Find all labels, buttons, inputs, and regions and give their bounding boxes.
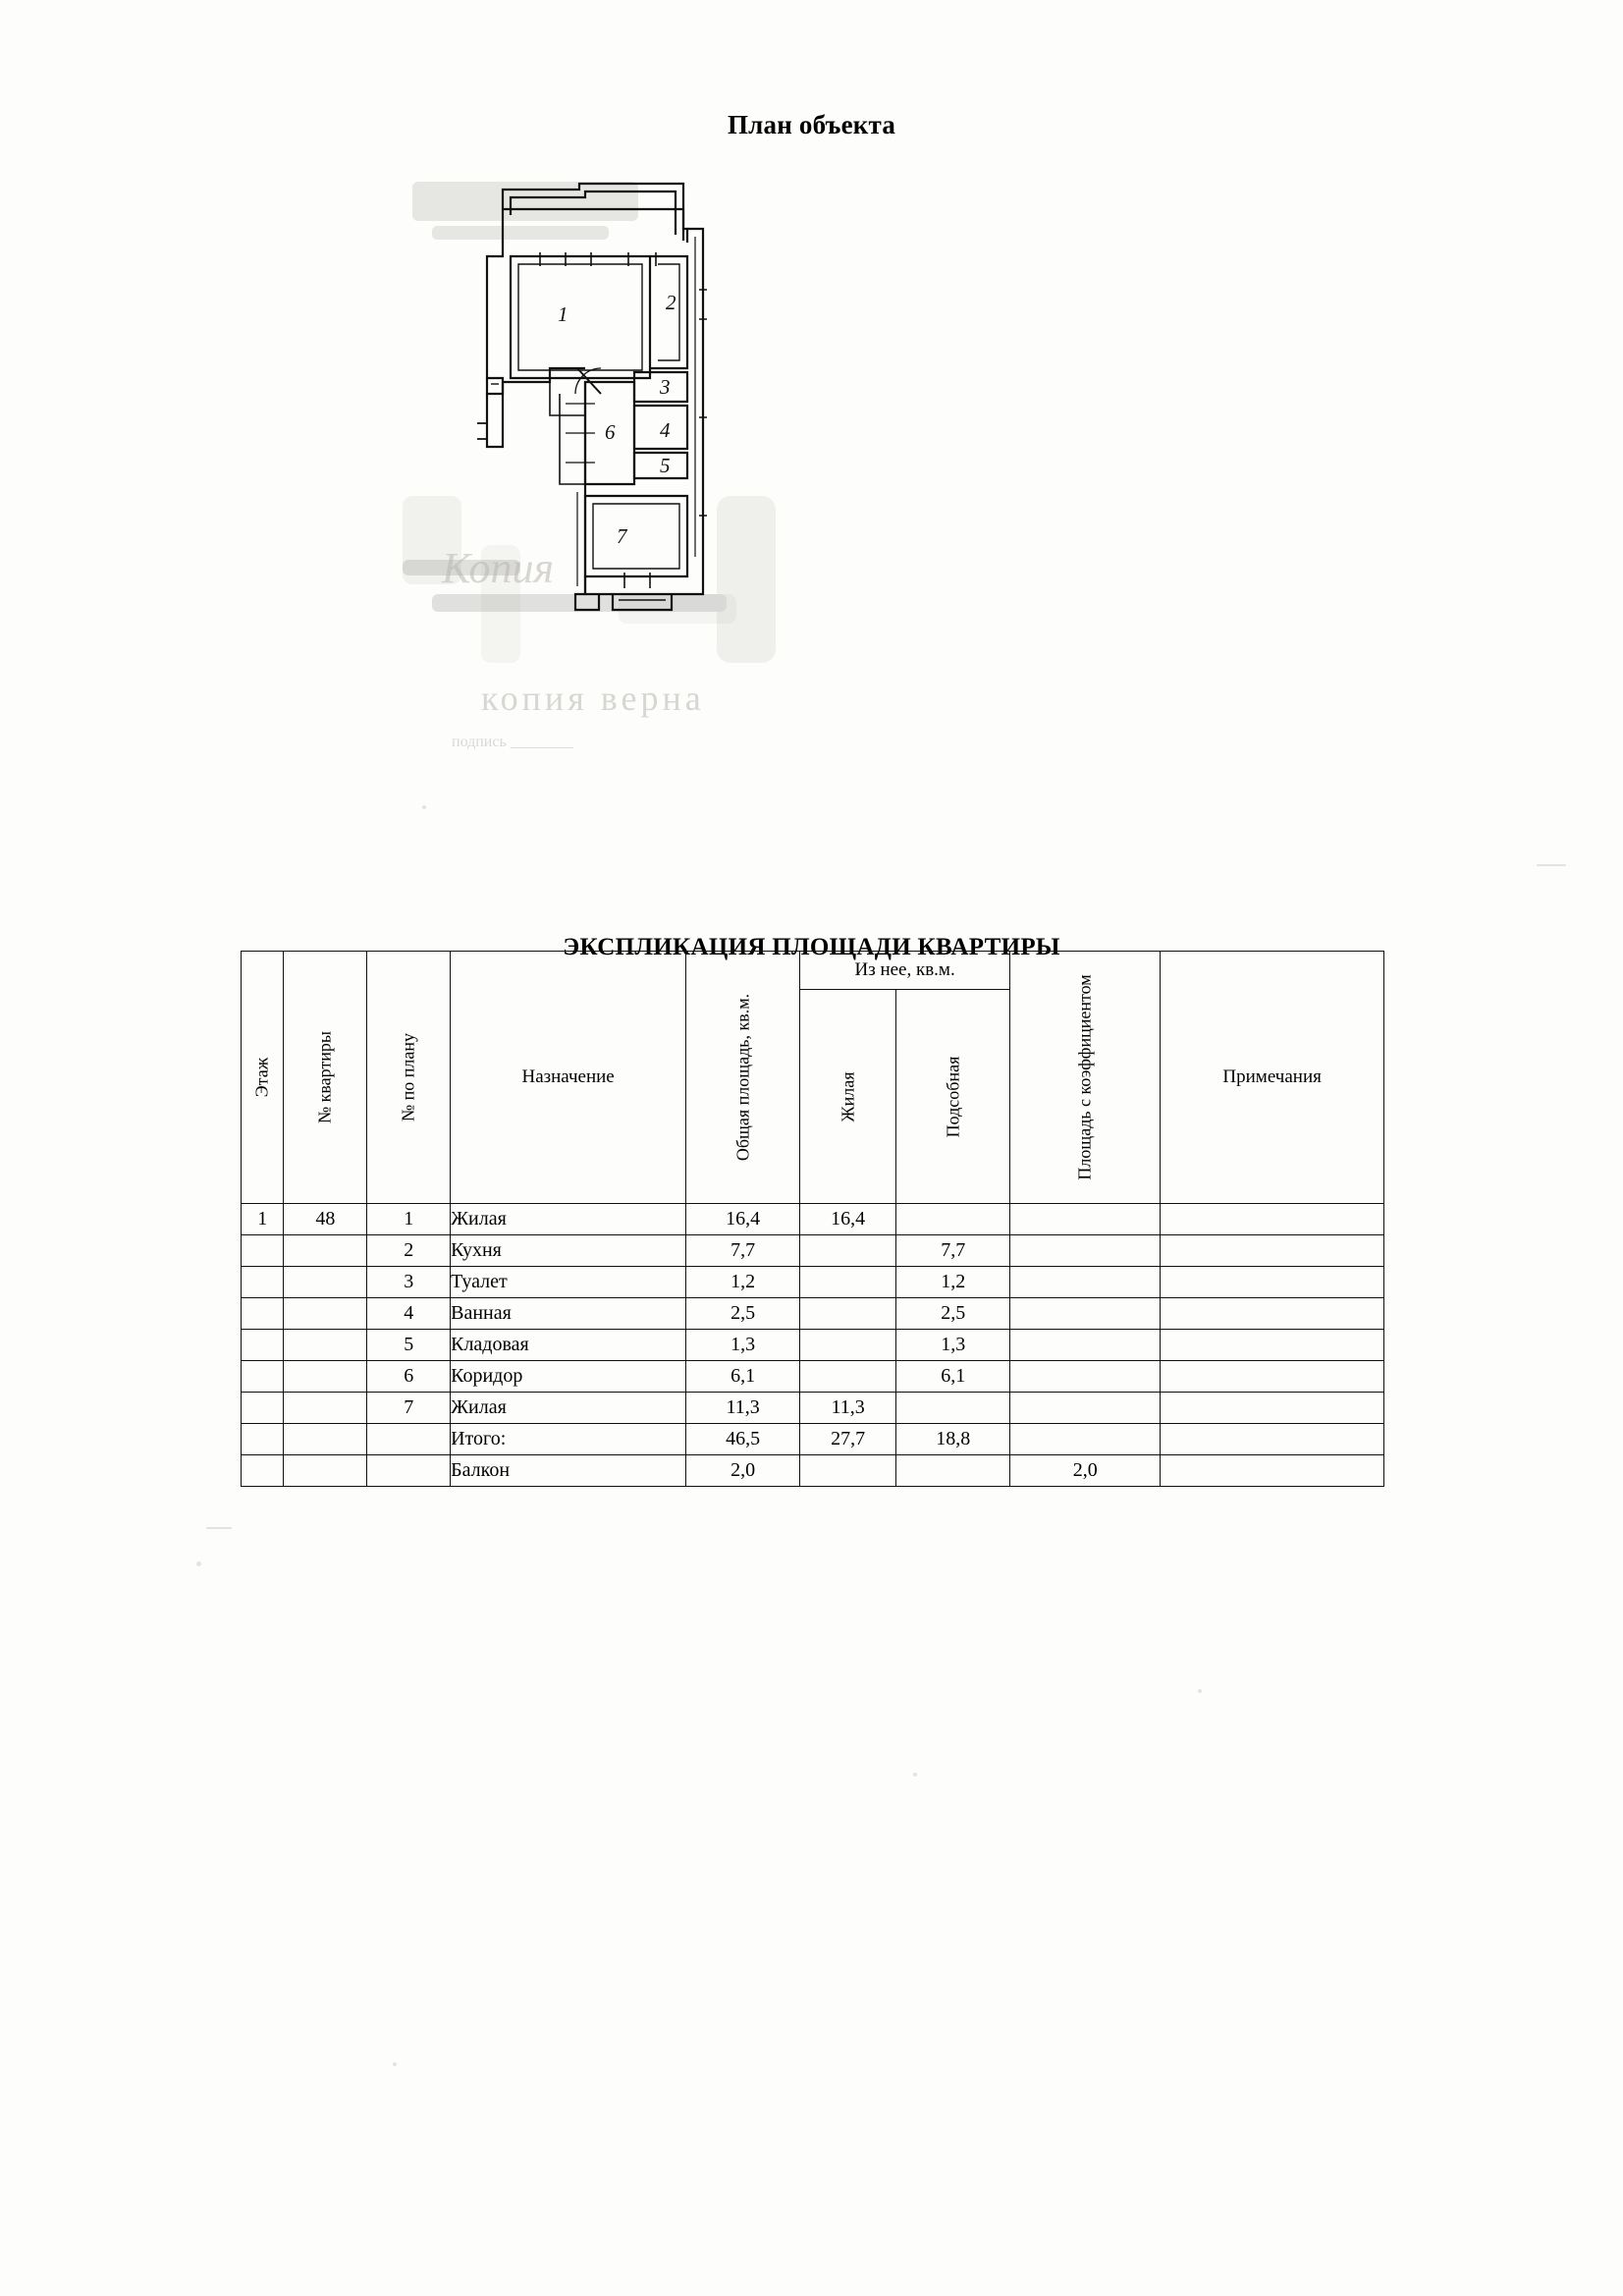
table-row <box>242 1361 1384 1393</box>
table-title: ЭКСПЛИКАЦИЯ ПЛОЩАДИ КВАРТИРЫ <box>563 933 1060 960</box>
header-group-of-which: Из нее, кв.м. <box>800 952 1010 990</box>
cell-area-with-coefficient <box>1010 1330 1161 1361</box>
cell-apartment-no: 48 <box>284 1204 367 1235</box>
cell-living <box>800 1361 896 1393</box>
cell-notes <box>1161 1235 1384 1267</box>
cell-plan-no: 5 <box>367 1330 451 1361</box>
cell-auxiliary: 7,7 <box>896 1235 1010 1267</box>
room-label-2: 2 <box>666 291 676 314</box>
cell-total-area: 46,5 <box>686 1424 800 1455</box>
cell-total-area: 1,2 <box>686 1267 800 1298</box>
page-title: План объекта <box>727 110 896 140</box>
cell-apartment-no <box>284 1330 367 1361</box>
cell-total-area: 6,1 <box>686 1361 800 1393</box>
cell-total-area: 2,0 <box>686 1455 800 1487</box>
cell-notes <box>1161 1393 1384 1424</box>
cell-plan-no: 3 <box>367 1267 451 1298</box>
scan-speckle <box>393 2062 397 2066</box>
cell-purpose: Жилая <box>451 1393 686 1424</box>
header-purpose: Назначение <box>451 952 686 1204</box>
cell-floor <box>242 1361 284 1393</box>
cell-area-with-coefficient: 2,0 <box>1010 1455 1161 1487</box>
table-row-balcony <box>242 1455 1384 1487</box>
cell-plan-no: 4 <box>367 1298 451 1330</box>
cell-notes <box>1161 1298 1384 1330</box>
exposition-table <box>241 951 1384 1487</box>
cell-plan-no: 1 <box>367 1204 451 1235</box>
cell-auxiliary: 2,5 <box>896 1298 1010 1330</box>
cell-total-area: 2,5 <box>686 1298 800 1330</box>
table-row <box>242 1235 1384 1267</box>
cell-plan-no: 6 <box>367 1361 451 1393</box>
cell-total-area: 7,7 <box>686 1235 800 1267</box>
cell-purpose: Коридор <box>451 1361 686 1393</box>
cell-plan-no: 2 <box>367 1235 451 1267</box>
scan-speckle <box>1198 1689 1202 1693</box>
cell-total-area: 11,3 <box>686 1393 800 1424</box>
cell-living: 11,3 <box>800 1393 896 1424</box>
cell-auxiliary <box>896 1455 1010 1487</box>
cell-floor <box>242 1455 284 1487</box>
cell-floor <box>242 1298 284 1330</box>
room-label-6: 6 <box>605 420 616 444</box>
table-row <box>242 1393 1384 1424</box>
cell-apartment-no <box>284 1424 367 1455</box>
cell-plan-no <box>367 1455 451 1487</box>
room-label-4: 4 <box>660 418 671 442</box>
cell-auxiliary <box>896 1204 1010 1235</box>
cell-notes <box>1161 1204 1384 1235</box>
room-label-5: 5 <box>660 454 671 477</box>
scan-speckle <box>206 1527 232 1529</box>
cell-auxiliary: 1,2 <box>896 1267 1010 1298</box>
cell-purpose: Балкон <box>451 1455 686 1487</box>
cell-area-with-coefficient <box>1010 1298 1161 1330</box>
cell-notes <box>1161 1424 1384 1455</box>
svg-text:Копия: Копия <box>442 544 554 592</box>
cell-purpose: Жилая <box>451 1204 686 1235</box>
cell-auxiliary: 6,1 <box>896 1361 1010 1393</box>
table-row <box>242 1330 1384 1361</box>
table-row <box>242 1298 1384 1330</box>
table-row <box>242 1267 1384 1298</box>
cell-purpose: Итого: <box>451 1424 686 1455</box>
header-auxiliary: Подсобная <box>896 990 1010 1204</box>
cell-apartment-no <box>284 1235 367 1267</box>
cell-purpose: Ванная <box>451 1298 686 1330</box>
cell-floor <box>242 1235 284 1267</box>
cell-apartment-no <box>284 1393 367 1424</box>
table-header <box>242 952 1384 1204</box>
cell-area-with-coefficient <box>1010 1424 1161 1455</box>
cell-notes <box>1161 1455 1384 1487</box>
cell-living <box>800 1267 896 1298</box>
scan-speckle <box>913 1773 917 1777</box>
cell-purpose: Кладовая <box>451 1330 686 1361</box>
cell-living <box>800 1455 896 1487</box>
table-row <box>242 1204 1384 1235</box>
cell-notes <box>1161 1330 1384 1361</box>
header-notes: Примечания <box>1161 952 1384 1204</box>
room-label-3: 3 <box>660 375 671 399</box>
room-label-7: 7 <box>617 524 627 548</box>
cell-total-area: 1,3 <box>686 1330 800 1361</box>
cell-floor <box>242 1393 284 1424</box>
cell-area-with-coefficient <box>1010 1267 1161 1298</box>
cell-purpose: Туалет <box>451 1267 686 1298</box>
cell-auxiliary: 1,3 <box>896 1330 1010 1361</box>
table-row-total <box>242 1424 1384 1455</box>
cell-apartment-no <box>284 1361 367 1393</box>
cell-purpose: Кухня <box>451 1235 686 1267</box>
cell-living <box>800 1235 896 1267</box>
cell-area-with-coefficient <box>1010 1361 1161 1393</box>
room-label-1: 1 <box>558 302 568 326</box>
cell-notes <box>1161 1361 1384 1393</box>
cell-living <box>800 1330 896 1361</box>
header-plan-no: № по плану <box>367 952 451 1204</box>
header-apartment-no: № квартиры <box>284 952 367 1204</box>
header-area-with-coefficient: Площадь с коэффициентом <box>1010 952 1161 1204</box>
cell-auxiliary <box>896 1393 1010 1424</box>
cell-area-with-coefficient <box>1010 1393 1161 1424</box>
cell-living: 27,7 <box>800 1424 896 1455</box>
cell-floor <box>242 1424 284 1455</box>
svg-text:копия верна: копия верна <box>481 679 705 718</box>
scan-speckle <box>1537 864 1566 866</box>
cell-floor: 1 <box>242 1204 284 1235</box>
cell-apartment-no <box>284 1298 367 1330</box>
exposition-table-container <box>241 951 1384 1487</box>
header-living: Жилая <box>800 990 896 1204</box>
cell-floor <box>242 1267 284 1298</box>
header-floor: Этаж <box>242 952 284 1204</box>
cell-auxiliary: 18,8 <box>896 1424 1010 1455</box>
svg-text:подпись ________: подпись ________ <box>452 734 573 750</box>
cell-area-with-coefficient <box>1010 1235 1161 1267</box>
floor-plan-drawing <box>393 172 1001 879</box>
cell-plan-no <box>367 1424 451 1455</box>
cell-notes <box>1161 1267 1384 1298</box>
scan-speckle <box>196 1561 201 1566</box>
cell-living <box>800 1298 896 1330</box>
cell-floor <box>242 1330 284 1361</box>
cell-plan-no: 7 <box>367 1393 451 1424</box>
cell-total-area: 16,4 <box>686 1204 800 1235</box>
table-body <box>242 1204 1384 1487</box>
cell-apartment-no <box>284 1455 367 1487</box>
cell-apartment-no <box>284 1267 367 1298</box>
header-total-area: Общая площадь, кв.м. <box>686 952 800 1204</box>
cell-area-with-coefficient <box>1010 1204 1161 1235</box>
cell-living: 16,4 <box>800 1204 896 1235</box>
